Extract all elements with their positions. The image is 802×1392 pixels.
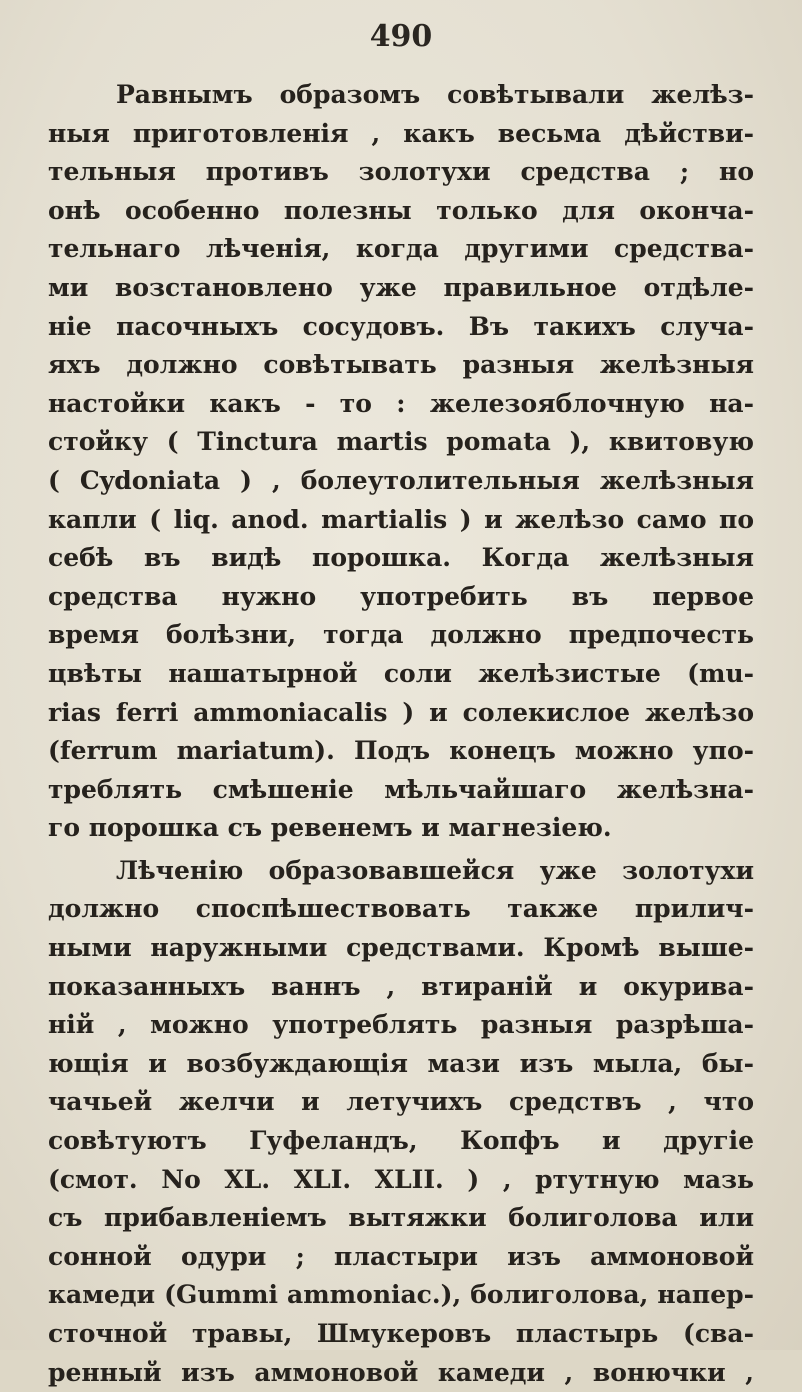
- page-number: 490: [369, 19, 433, 54]
- text-line: время болѣзни, тогда должно предпочесть: [48, 620, 754, 650]
- text-line: ными наружными средствами. Кромѣ выше-: [48, 933, 754, 963]
- text-line: должно споспѣшествовать также прилич-: [48, 894, 754, 924]
- paragraph-2: [48, 852, 754, 1392]
- text-line: rias ferri ammoniacalis ) и солекислое желѣзо: [48, 697, 754, 727]
- text-line: цвѣты нашатырной соли желѣзистые (mu-: [48, 658, 754, 688]
- text-line: средства нужно употребить въ первое: [48, 581, 754, 611]
- text-line: стойку ( Tinctura martis pomata ), квитовую: [48, 427, 754, 457]
- text-line: ми возстановлено уже правильное отдѣле-: [48, 272, 754, 302]
- text-line: ніе пасочныхъ сосудовъ. Въ такихъ случа-: [48, 311, 754, 341]
- text-line: яхъ должно совѣтывать разныя желѣзныя: [48, 350, 754, 380]
- text-line: совѣтуютъ Гуфеландъ, Копфъ и другіе: [48, 1126, 754, 1156]
- text-line: Равнымъ образомъ совѣтывали желѣз-: [116, 80, 754, 109]
- text-line: ній , можно употреблять разныя разрѣша-: [48, 1010, 754, 1040]
- text-line: (смот. No XL. XLI. XLII. ) , ртутную мазь: [48, 1164, 754, 1194]
- text-line: настойки какъ - то : железояблочную на-: [48, 388, 754, 418]
- paragraph-1: [48, 76, 754, 848]
- text-line: тельнаго лѣченія, когда другими средства-: [48, 234, 754, 264]
- text-line: сонной одури ; пластыри изъ аммоновой: [48, 1241, 754, 1271]
- text-line: капли ( liq. anod. martialis ) и желѣзо само по: [48, 504, 754, 534]
- text-line: (ferrum mariatum). Подъ конецъ можно упо-: [48, 736, 754, 766]
- text-line: съ прибавленіемъ вытяжки болиголова или: [48, 1203, 754, 1233]
- text-line: Лѣченію образовавшейся уже золотухи: [116, 855, 754, 885]
- text-line: себѣ въ видѣ порошка. Когда желѣзныя: [48, 543, 754, 573]
- text-line: камеди (Gummi ammoniac.), болиголова, напер-: [48, 1280, 754, 1310]
- text-line: чачьей желчи и летучихъ средствъ , что: [48, 1087, 754, 1117]
- text-line: ющія и возбуждающія мази изъ мыла, бы-: [48, 1048, 754, 1078]
- text-line: показанныхъ ваннъ , втираній и окурива-: [48, 971, 754, 1001]
- text-line: тельныя противъ золотухи средства ; но: [48, 157, 754, 187]
- text-line: ( Cydoniata ) , болеутолительныя желѣзныя: [48, 465, 754, 495]
- text-line: го порошка съ ревенемъ и магнезіею.: [48, 813, 612, 843]
- text-line: сточной травы, Шмукеровъ пластырь (сва-: [48, 1319, 754, 1348]
- body-text: [48, 76, 754, 1392]
- text-line: ныя приготовленія , какъ весьма дѣйстви-: [48, 118, 754, 148]
- text-line: ренный изъ аммоновой камеди , вонючки ,: [48, 1357, 754, 1387]
- text-line: треблять смѣшеніе мѣльчайшаго желѣзна-: [48, 774, 754, 804]
- text-line: онѣ особенно полезны только для оконча-: [48, 195, 754, 225]
